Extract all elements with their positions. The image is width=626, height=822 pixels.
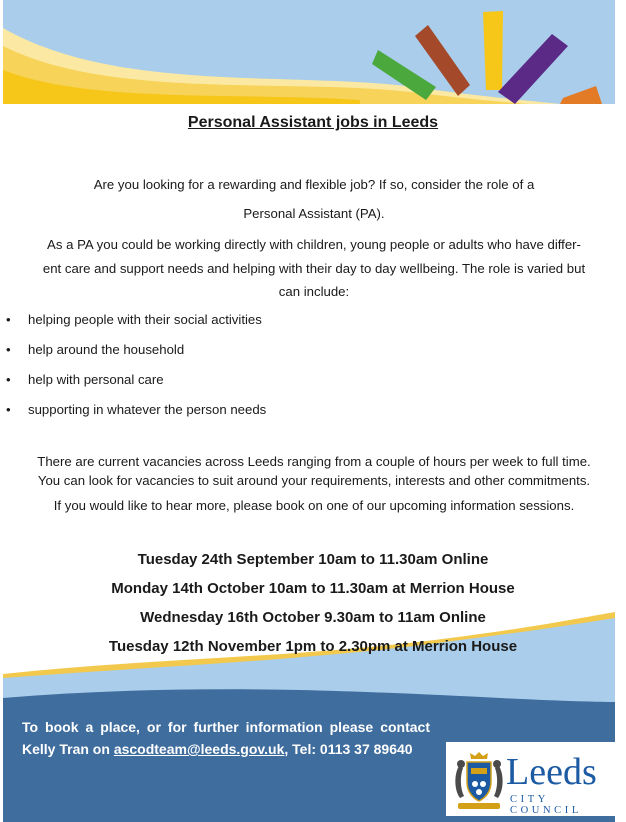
duties-list (6, 310, 266, 430)
list-item: • help with personal care (6, 370, 266, 400)
coat-of-arms-icon (452, 746, 506, 812)
intro-para-line-1: As a PA you could be working directly with children, young people or adults who have differ- (47, 237, 581, 252)
contact-prefix: To book a place, or for further information please contact Kelly Tran on (22, 719, 430, 757)
intro-line-2: Personal Assistant (PA). (243, 206, 385, 221)
contact-info (22, 716, 430, 760)
session-item: Tuesday 24th September 10am to 11.30am Online (137, 551, 489, 568)
session-item: Monday 14th October 10am to 11.30am at Merrion House (111, 580, 515, 597)
intro-para-line-3: can include: (278, 284, 350, 299)
intro-para-line-2: ent care and support needs and helping with their day to day wellbeing. The role is varied but (42, 261, 586, 276)
list-item: • help around the household (6, 340, 266, 370)
logo-subtitle: CITY COUNCIL (510, 794, 582, 816)
vacancies-line-3: If you would like to hear more, please book on one of our upcoming information sessions. (53, 498, 575, 513)
contact-email-link[interactable]: ascodteam@leeds.gov.uk (113, 741, 285, 757)
logo-name: Leeds (506, 751, 597, 793)
intro-line-1: Are you looking for a rewarding and flexible job? If so, consider the role of a (93, 177, 535, 192)
contact-suffix: , Tel: 0113 37 89640 (284, 741, 413, 757)
session-item: Tuesday 12th November 1pm to 2.30pm at Merrion House (108, 638, 518, 655)
page-title: Personal Assistant jobs in Leeds (187, 114, 439, 131)
ray-yellow (483, 11, 503, 90)
session-item: Wednesday 16th October 9.30am to 11am Online (140, 609, 486, 626)
vacancies-line-1: There are current vacancies across Leeds ranging from a couple of hours per week to full time. (37, 454, 591, 469)
sessions-list (0, 549, 626, 665)
vacancies-line-2: You can look for vacancies to suit around your requirements, interests and other commitments. (37, 473, 591, 488)
header-banner (0, 0, 626, 104)
list-item: • supporting in whatever the person needs (6, 400, 266, 430)
list-item: • helping people with their social activities (6, 310, 266, 340)
